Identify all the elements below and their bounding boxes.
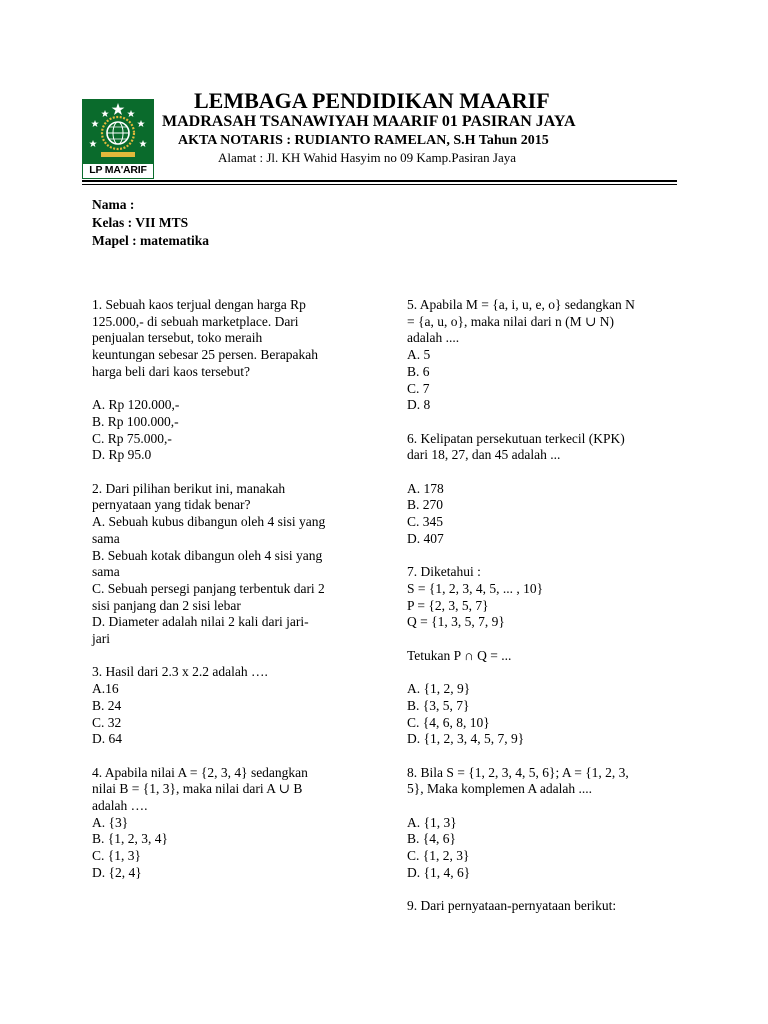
question-line: C. 345: [407, 514, 444, 530]
questions-left-column: [92, 297, 374, 882]
question-line: A. {1, 3}: [407, 814, 457, 830]
question-line: 3. Hasil dari 2.3 x 2.2 adalah ….: [92, 664, 268, 680]
question-line: 4. Apabila nilai A = {2, 3, 4} sedangkan: [92, 764, 308, 780]
question-line: adalah ....: [407, 330, 460, 346]
question-line: B. 270: [407, 497, 444, 513]
question-line: D. 64: [92, 731, 122, 747]
question-line: C. 7: [407, 380, 430, 396]
question-line: D. Rp 95.0: [92, 447, 152, 463]
question-line: C. Rp 75.000,-: [92, 430, 172, 446]
question-line: Tetukan P ∩ Q = ...: [407, 647, 512, 663]
question-line: Q = {1, 3, 5, 7, 9}: [407, 614, 505, 630]
question-line: B. Sebuah kotak dibangun oleh 4 sisi yang: [92, 547, 323, 563]
question-line: adalah ….: [92, 798, 148, 814]
question-line: 8. Bila S = {1, 2, 3, 4, 5, 6}; A = {1, 2, 3,: [407, 764, 629, 780]
logo-text: LP MA'ARIF: [89, 164, 147, 176]
question-line: C. {4, 6, 8, 10}: [407, 714, 490, 730]
question-line: C. Sebuah persegi panjang terbentuk dari 2: [92, 580, 325, 596]
question-line: 6. Kelipatan persekutuan terkecil (KPK): [407, 430, 625, 446]
question-line: sama: [92, 564, 120, 580]
question-line: D. {1, 2, 3, 4, 5, 7, 9}: [407, 731, 525, 747]
question-line: pernyataan yang tidak benar?: [92, 497, 251, 513]
address-line: Alamat : Jl. KH Wahid Hasyim no 09 Kamp.Pasiran Jaya: [218, 150, 517, 165]
question-line: A. {3}: [92, 814, 129, 830]
student-class-field: Kelas : VII MTS: [92, 215, 189, 230]
question-line: A. 5: [407, 347, 431, 363]
institution-title: LEMBAGA PENDIDIKAN MAARIF: [194, 88, 550, 113]
question-line: = {a, u, o}, maka nilai dari n (M ∪ N): [407, 313, 614, 329]
school-name: MADRASAH TSANAWIYAH MAARIF 01 PASIRAN JAYA: [162, 113, 576, 130]
question-line: B. {4, 6}: [407, 831, 456, 847]
question-line: 5}, Maka komplemen A adalah ....: [407, 781, 592, 797]
question-line: dari 18, 27, dan 45 adalah ...: [407, 447, 561, 463]
question-line: P = {2, 3, 5, 7}: [407, 597, 489, 613]
notary-line: AKTA NOTARIS : RUDIANTO RAMELAN, S.H Tahun 2015: [178, 133, 549, 148]
question-line: 5. Apabila M = {a, i, u, e, o} sedangkan N: [407, 297, 635, 312]
question-line: penjualan tersebut, toko meraih: [92, 330, 263, 346]
question-line: 1. Sebuah kaos terjual dengan harga Rp: [92, 297, 306, 312]
question-line: 7. Diketahui :: [407, 564, 481, 580]
question-line: A. Sebuah kubus dibangun oleh 4 sisi yang: [92, 514, 326, 530]
blank-line: [407, 664, 687, 681]
subject-field: Mapel : matematika: [92, 233, 209, 248]
question-line: sisi panjang dan 2 sisi lebar: [92, 597, 241, 613]
question-line: B. 6: [407, 363, 430, 379]
question-line: B. {3, 5, 7}: [407, 697, 470, 713]
question-line: A.16: [92, 681, 119, 697]
question-line: D. {2, 4}: [92, 864, 142, 880]
question-line: B. {1, 2, 3, 4}: [92, 831, 168, 847]
question-line: D. Diameter adalah nilai 2 kali dari jari-: [92, 614, 309, 630]
blank-line: [407, 631, 687, 648]
question-line: A. Rp 120.000,-: [92, 397, 180, 413]
question-line: 125.000,- di sebuah marketplace. Dari: [92, 313, 299, 329]
header-divider-thin: [82, 184, 677, 185]
question-line: 2. Dari pilihan berikut ini, manakah: [92, 480, 286, 496]
nu-emblem-icon: [83, 100, 153, 164]
blank-line: [407, 798, 687, 815]
question-line: jari: [92, 631, 110, 647]
question-line: S = {1, 2, 3, 4, 5, ... , 10}: [407, 580, 544, 596]
question-line: B. 24: [92, 697, 122, 713]
blank-line: [92, 464, 374, 481]
question-line: sama: [92, 530, 120, 546]
student-info: [92, 196, 209, 250]
question-line: D. {1, 4, 6}: [407, 864, 471, 880]
student-name-field: Nama :: [92, 197, 135, 212]
question-line: A. {1, 2, 9}: [407, 681, 471, 697]
question-line: nilai B = {1, 3}, maka nilai dari A ∪ B: [92, 781, 303, 797]
blank-line: [407, 748, 687, 765]
question-line: A. 178: [407, 480, 444, 496]
blank-line: [407, 548, 687, 565]
header-divider-thick: [82, 180, 677, 182]
question-line: keuntungan sebesar 25 persen. Berapakah: [92, 347, 319, 363]
blank-line: [407, 464, 687, 481]
question-line: C. {1, 2, 3}: [407, 848, 470, 864]
question-line: D. 407: [407, 530, 444, 546]
blank-line: [92, 648, 374, 665]
questions-right-column: [407, 297, 687, 915]
question-line: 9. Dari pernyataan-pernyataan berikut:: [407, 898, 617, 914]
question-line: B. Rp 100.000,-: [92, 413, 179, 429]
blank-line: [92, 748, 374, 765]
question-line: C. 32: [92, 714, 122, 730]
question-line: harga beli dari kaos tersebut?: [92, 363, 250, 379]
question-line: C. {1, 3}: [92, 848, 141, 864]
lp-maarif-logo: [82, 99, 154, 179]
blank-line: [92, 381, 374, 398]
question-line: D. 8: [407, 397, 431, 413]
blank-line: [407, 882, 687, 899]
blank-line: [407, 414, 687, 431]
